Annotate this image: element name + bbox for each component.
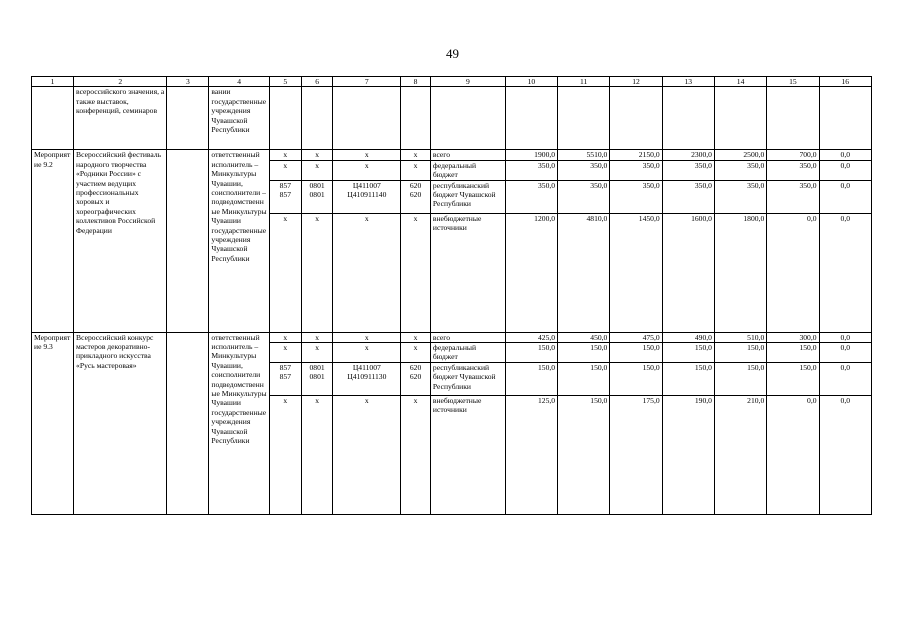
amount-cell: 150,0 bbox=[767, 343, 819, 363]
amount-cell: 150,0 bbox=[558, 395, 610, 514]
amount-cell: 350,0 bbox=[662, 180, 714, 213]
amount-cell: 5510,0 bbox=[558, 150, 610, 160]
code-type-cell: x bbox=[401, 332, 431, 342]
continuation-row bbox=[32, 87, 872, 150]
column-number-13: 13 bbox=[662, 77, 714, 87]
amount-cell: 2300,0 bbox=[662, 150, 714, 160]
column-number-7: 7 bbox=[333, 77, 401, 87]
code-target-cell: x bbox=[333, 150, 401, 160]
amount-cell: 2500,0 bbox=[714, 150, 766, 160]
amount-cell: 0,0 bbox=[819, 180, 871, 213]
code-grbs-cell: x bbox=[269, 395, 301, 514]
funding-source-cell: внебюджетные источники bbox=[430, 395, 505, 514]
code-grbs-cell: x bbox=[269, 150, 301, 160]
column-number-8: 8 bbox=[401, 77, 431, 87]
amount-cell: 1600,0 bbox=[662, 213, 714, 332]
empty-cell bbox=[167, 150, 209, 332]
column-number-9: 9 bbox=[430, 77, 505, 87]
amount-cell: 425,0 bbox=[505, 332, 557, 342]
amount-cell: 150,0 bbox=[714, 362, 766, 395]
amount-cell: 300,0 bbox=[767, 332, 819, 342]
funding-source-cell: федеральный бюджет bbox=[430, 343, 505, 363]
amount-cell: 0,0 bbox=[767, 213, 819, 332]
page-number: 49 bbox=[446, 46, 459, 61]
amount-cell: 1800,0 bbox=[714, 213, 766, 332]
code-section-cell: 0801 0801 bbox=[301, 362, 333, 395]
code-type-cell: x bbox=[401, 160, 431, 180]
code-type-cell: x bbox=[401, 395, 431, 514]
funding-source-cell: внебюджетные источники bbox=[430, 213, 505, 332]
funding-source-cell: республиканский бюджет Чувашской Республики bbox=[430, 180, 505, 213]
amount-cell: 150,0 bbox=[767, 362, 819, 395]
amount-cell: 0,0 bbox=[819, 332, 871, 342]
amount-cell: 0,0 bbox=[819, 160, 871, 180]
amount-cell: 0,0 bbox=[819, 395, 871, 514]
amount-cell: 350,0 bbox=[610, 160, 662, 180]
column-number-2: 2 bbox=[74, 77, 167, 87]
amount-cell: 490,0 bbox=[662, 332, 714, 342]
amount-cell: 350,0 bbox=[662, 160, 714, 180]
column-number-row bbox=[32, 77, 872, 87]
amount-cell: 4810,0 bbox=[558, 213, 610, 332]
code-type-cell: x bbox=[401, 150, 431, 160]
column-number-5: 5 bbox=[269, 77, 301, 87]
code-type-cell: x bbox=[401, 343, 431, 363]
empty-cell bbox=[167, 332, 209, 514]
code-target-cell: Ц411007 Ц410911130 bbox=[333, 362, 401, 395]
column-number-16: 16 bbox=[819, 77, 871, 87]
code-target-cell: x bbox=[333, 213, 401, 332]
amount-cell: 1900,0 bbox=[505, 150, 557, 160]
column-number-3: 3 bbox=[167, 77, 209, 87]
amount-cell: 700,0 bbox=[767, 150, 819, 160]
amount-cell: 0,0 bbox=[819, 150, 871, 160]
amount-cell: 2150,0 bbox=[610, 150, 662, 160]
amount-cell: 350,0 bbox=[505, 160, 557, 180]
amount-cell: 210,0 bbox=[714, 395, 766, 514]
column-number-11: 11 bbox=[558, 77, 610, 87]
column-number-14: 14 bbox=[714, 77, 766, 87]
amount-cell: 350,0 bbox=[505, 180, 557, 213]
amount-cell: 350,0 bbox=[767, 180, 819, 213]
amount-cell: 150,0 bbox=[662, 343, 714, 363]
code-section-cell: x bbox=[301, 150, 333, 160]
code-section-cell: x bbox=[301, 213, 333, 332]
code-target-cell: Ц411007 Ц410911140 bbox=[333, 180, 401, 213]
amount-cell: 510,0 bbox=[714, 332, 766, 342]
column-number-4: 4 bbox=[209, 77, 270, 87]
code-target-cell: x bbox=[333, 395, 401, 514]
amount-cell: 150,0 bbox=[610, 362, 662, 395]
amount-cell: 350,0 bbox=[714, 160, 766, 180]
code-section-cell: x bbox=[301, 395, 333, 514]
amount-cell: 450,0 bbox=[558, 332, 610, 342]
code-type-cell: 620 620 bbox=[401, 362, 431, 395]
code-grbs-cell: 857 857 bbox=[269, 362, 301, 395]
code-grbs-cell: x bbox=[269, 332, 301, 342]
activity-name-cell: Всероссийский фестиваль народного творчества «Родники России» с участием ведущих профессиональных хоровых и хореографических коллективов Российской Федерации bbox=[74, 150, 167, 332]
amount-cell: 150,0 bbox=[610, 343, 662, 363]
code-section-cell: x bbox=[301, 160, 333, 180]
code-type-cell: x bbox=[401, 213, 431, 332]
amount-cell: 1200,0 bbox=[505, 213, 557, 332]
funding-source-cell: всего bbox=[430, 332, 505, 342]
code-section-cell: x bbox=[301, 332, 333, 342]
amount-cell: 150,0 bbox=[505, 343, 557, 363]
amount-cell: 350,0 bbox=[610, 180, 662, 213]
executor-cell: ответственный исполнитель – Минкультуры Чувашии, соисполнители – подведомственные Минкультуры Чувашии государственные учреждения Чувашской Республики bbox=[209, 150, 270, 332]
amount-cell: 350,0 bbox=[767, 160, 819, 180]
amount-cell: 125,0 bbox=[505, 395, 557, 514]
amount-cell: 0,0 bbox=[819, 343, 871, 363]
amount-cell: 475,0 bbox=[610, 332, 662, 342]
amount-cell: 1450,0 bbox=[610, 213, 662, 332]
code-type-cell: 620 620 bbox=[401, 180, 431, 213]
amount-cell: 150,0 bbox=[714, 343, 766, 363]
code-grbs-cell: 857 857 bbox=[269, 180, 301, 213]
code-grbs-cell: x bbox=[269, 160, 301, 180]
cont-executor-cell: вании государственные учреждения Чувашской Республики bbox=[209, 87, 270, 150]
amount-cell: 0,0 bbox=[819, 362, 871, 395]
funding-source-cell: всего bbox=[430, 150, 505, 160]
code-grbs-cell: x bbox=[269, 213, 301, 332]
column-number-6: 6 bbox=[301, 77, 333, 87]
amount-cell: 0,0 bbox=[767, 395, 819, 514]
funding-row bbox=[32, 150, 872, 160]
executor-cell: ответственный исполнитель – Минкультуры Чувашии, соисполнители подведомственные Минкультуры Чувашии государственные учреждения Чувашской Республики bbox=[209, 332, 270, 514]
program-table bbox=[31, 76, 872, 515]
code-target-cell: x bbox=[333, 343, 401, 363]
code-target-cell: x bbox=[333, 332, 401, 342]
amount-cell: 175,0 bbox=[610, 395, 662, 514]
funding-source-cell: республиканский бюджет Чувашской Республики bbox=[430, 362, 505, 395]
amount-cell: 190,0 bbox=[662, 395, 714, 514]
cont-name-cell: всероссийского значения, а также выставок, конференций, семинаров bbox=[74, 87, 167, 150]
funding-row bbox=[32, 332, 872, 342]
activity-name-cell: Всероссийский конкурс мастеров декоративно-прикладного искусства «Русь мастеровая» bbox=[74, 332, 167, 514]
code-section-cell: 0801 0801 bbox=[301, 180, 333, 213]
amount-cell: 150,0 bbox=[662, 362, 714, 395]
amount-cell: 350,0 bbox=[558, 180, 610, 213]
column-number-1: 1 bbox=[32, 77, 74, 87]
amount-cell: 350,0 bbox=[714, 180, 766, 213]
amount-cell: 150,0 bbox=[558, 362, 610, 395]
column-number-12: 12 bbox=[610, 77, 662, 87]
amount-cell: 150,0 bbox=[505, 362, 557, 395]
code-grbs-cell: x bbox=[269, 343, 301, 363]
activity-id-cell: Мероприятие 9.2 bbox=[32, 150, 74, 332]
code-section-cell: x bbox=[301, 343, 333, 363]
code-target-cell: x bbox=[333, 160, 401, 180]
amount-cell: 150,0 bbox=[558, 343, 610, 363]
funding-source-cell: федеральный бюджет bbox=[430, 160, 505, 180]
column-number-15: 15 bbox=[767, 77, 819, 87]
activity-id-cell: Мероприятие 9.3 bbox=[32, 332, 74, 514]
amount-cell: 350,0 bbox=[558, 160, 610, 180]
amount-cell: 0,0 bbox=[819, 213, 871, 332]
column-number-10: 10 bbox=[505, 77, 557, 87]
